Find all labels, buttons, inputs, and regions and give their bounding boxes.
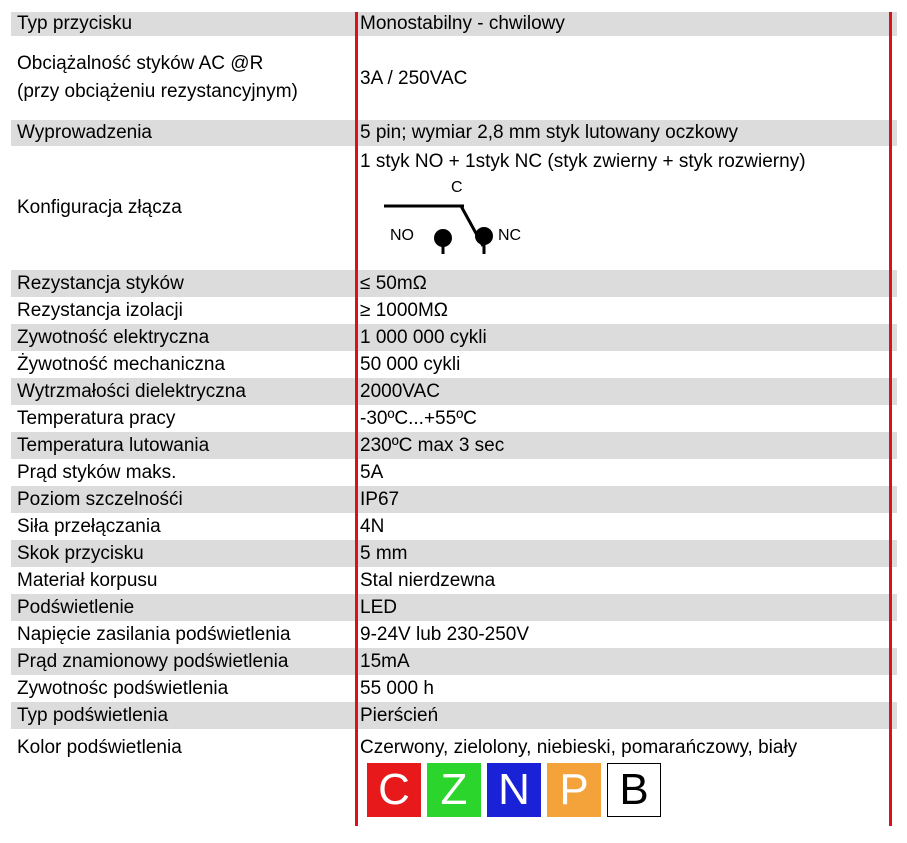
spec-value: 5 mm <box>360 543 408 564</box>
spec-value: 1 000 000 cykli <box>360 327 487 348</box>
spec-label: Siła przełączania <box>17 516 161 537</box>
spec-value: 230ºC max 3 sec <box>360 435 505 456</box>
spec-label: Prąd znamionowy podświetlenia <box>17 651 289 672</box>
spec-row <box>11 702 897 729</box>
color-chip-green: Z <box>427 763 481 817</box>
spec-label: Typ przycisku <box>17 13 133 34</box>
spec-label: Prąd styków maks. <box>17 462 177 483</box>
spec-value: 4N <box>360 516 385 537</box>
spec-value: Monostabilny - chwilowy <box>360 13 565 34</box>
spec-value: -30ºC...+55ºC <box>360 408 477 429</box>
spec-row <box>11 270 897 297</box>
spec-label-note: (przy obciążeniu rezystancyjnym) <box>17 81 298 102</box>
spec-value: ≥ 1000MΩ <box>360 300 449 321</box>
spec-value: LED <box>360 597 397 618</box>
spec-value: 5 pin; wymiar 2,8 mm styk lutowany oczkowy <box>360 122 739 143</box>
color-chip-orange: P <box>547 763 601 817</box>
spec-value: 15mA <box>360 651 410 672</box>
spec-value: IP67 <box>360 489 400 510</box>
spec-row <box>11 459 897 486</box>
spec-label: Wyprowadzenia <box>17 122 153 143</box>
spec-label: Temperatura pracy <box>17 408 176 429</box>
right-border-line <box>889 12 892 826</box>
contact-diagram <box>376 174 536 262</box>
spec-row <box>11 513 897 540</box>
spec-row <box>11 621 897 648</box>
spec-row <box>11 36 897 120</box>
contact-nc-label: NC <box>498 227 522 244</box>
contact-no-label: NO <box>390 227 414 244</box>
spec-value: Czerwony, zielolony, niebieski, pomarańczowy, biały <box>360 737 798 758</box>
spec-row <box>11 729 897 829</box>
spec-row <box>11 378 897 405</box>
color-chip-red: C <box>367 763 421 817</box>
spec-value: 1 styk NO + 1styk NC (styk zwierny + styk rozwierny) <box>360 151 806 172</box>
spec-value: 5A <box>360 462 384 483</box>
spec-row <box>11 648 897 675</box>
spec-label: Konfiguracja złącza <box>17 197 182 218</box>
color-chip-blue: N <box>487 763 541 817</box>
spec-label: Typ podświetlenia <box>17 705 169 726</box>
spec-row <box>11 351 897 378</box>
color-swatches <box>367 763 661 817</box>
spec-label: Temperatura lutowania <box>17 435 210 456</box>
spec-value: 2000VAC <box>360 381 440 402</box>
spec-value: 3A / 250VAC <box>360 68 468 89</box>
spec-label: Materiał korpusu <box>17 570 158 591</box>
spec-label: Obciążalność styków AC @R <box>17 53 264 74</box>
spec-label: Poziom szczelnośći <box>17 489 183 510</box>
spec-row <box>11 594 897 621</box>
spec-value: 9-24V lub 230-250V <box>360 624 530 645</box>
spec-label: Żywotność mechaniczna <box>17 354 226 375</box>
column-divider-line <box>355 12 358 826</box>
spec-label: Podświetlenie <box>17 597 135 618</box>
spec-value: Pierścień <box>360 705 439 726</box>
spec-row <box>11 324 897 351</box>
spec-value: 50 000 cykli <box>360 354 461 375</box>
spec-row <box>11 146 897 270</box>
spec-value: 55 000 h <box>360 678 434 699</box>
spec-row <box>11 540 897 567</box>
spec-label: Kolor podświetlenia <box>17 737 182 758</box>
spec-label: Rezystancja styków <box>17 273 184 294</box>
spec-row <box>11 486 897 513</box>
spec-label: Zywotnośc podświetlenia <box>17 678 229 699</box>
spec-label: Skok przycisku <box>17 543 144 564</box>
color-chip-white: B <box>607 763 661 817</box>
spec-label: Rezystancja izolacji <box>17 300 183 321</box>
spec-value: ≤ 50mΩ <box>360 273 427 294</box>
spec-row <box>11 12 897 36</box>
spec-row <box>11 297 897 324</box>
spec-label: Zywotność elektryczna <box>17 327 210 348</box>
spec-row <box>11 120 897 146</box>
contact-c-label: C <box>451 179 463 196</box>
spec-label: Napięcie zasilania podświetlenia <box>17 624 291 645</box>
spec-value: Stal nierdzewna <box>360 570 496 591</box>
spec-row <box>11 567 897 594</box>
spec-row <box>11 432 897 459</box>
spec-label: Wytrzmałości dielektryczna <box>17 381 246 402</box>
spec-row <box>11 675 897 702</box>
spec-row <box>11 405 897 432</box>
